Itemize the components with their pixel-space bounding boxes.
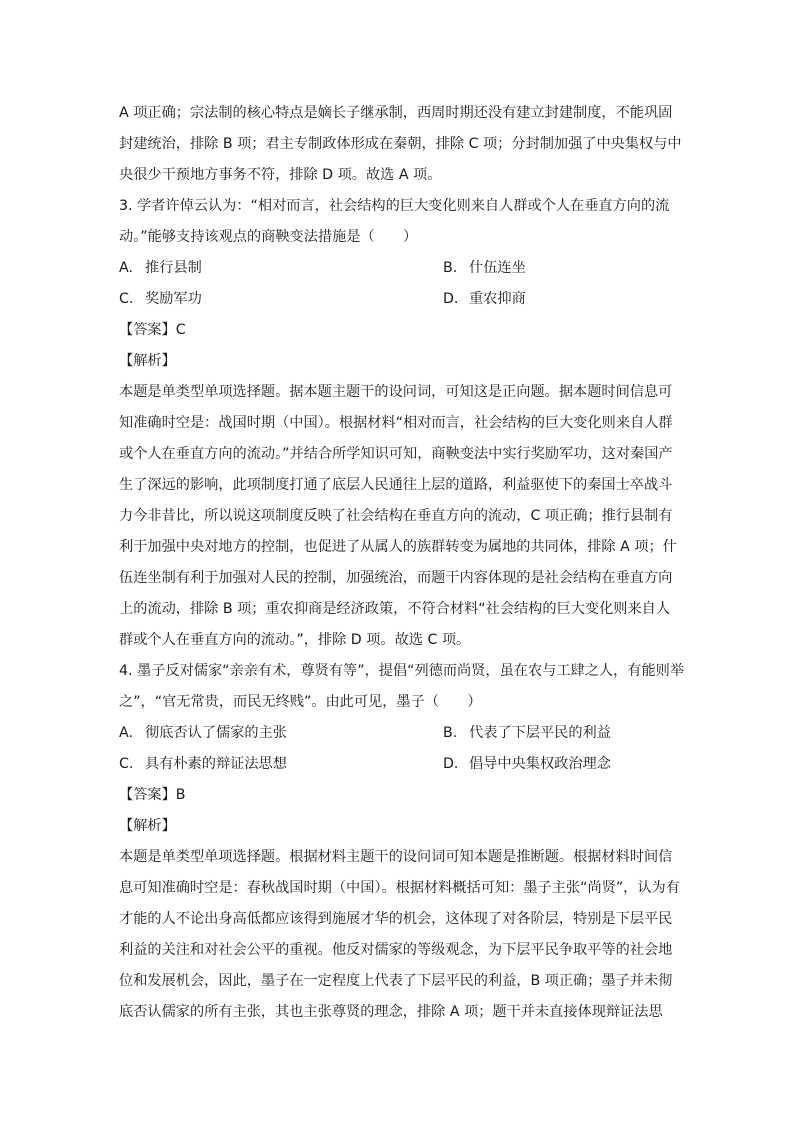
question-3 [119,191,675,656]
analysis-line: 利益的关注和对社会公平的重视。他反对儒家的等级观念，为下层平民争取平等的社会地 [119,942,673,958]
question-stem-line: 3. 学者许倬云认为：“相对而言，社会结构的巨大变化则来自人群或个人在垂直方向的流 [119,198,670,214]
option-d [443,284,526,315]
answer-label: 【答案】B [119,787,186,803]
option-a [119,718,287,749]
option-text: 什伍连坐 [469,260,526,276]
analysis-line: 底否认儒家的所有主张，其也主张尊贤的理念，排除 A 项；题干并未直接体现辩证法思 [119,1004,663,1020]
option-letter: A. [119,725,133,741]
option-text: 具有朴素的辩证法思想 [145,756,287,772]
option-letter: D. [443,756,459,772]
analysis-line: 群或个人在垂直方向的流动。”，排除 D 项。故选 C 项。 [119,632,471,648]
analysis-label: 【解析】 [119,353,176,369]
option-b [443,253,526,284]
question-stem-line: 之”，“官无常贵，而民无终贱”。由此可见，墨子（ ） [119,694,482,710]
option-d [443,749,611,780]
answer-label: 【答案】C [119,322,186,338]
question-stem-line: 动。”能够支持该观点的商鞅变法措施是（ ） [119,229,418,245]
analysis-line: 本题是单类型单项选择题。据本题主题干的设问词，可知这是正向题。据本题时间信息可 [119,384,673,400]
analysis-line: 息可知准确时空是：春秋战国时期（中国）。根据材料概括可知：墨子主张“尚贤”，认为有 [119,880,680,896]
option-letter: B. [443,725,458,741]
analysis-line: 位和发展机会，因此，墨子在一定程度上代表了下层平民的利益，B 项正确；墨子并未彻 [119,973,673,989]
option-letter: B. [443,260,458,276]
analysis-line: 上的流动，排除 B 项；重农抑商是经济政策，不符合材料“社会结构的巨大变化则来自人 [119,601,671,617]
analysis-line: 力今非昔比，所以说这项制度反映了社会结构在垂直方向的流动，C 项正确；推行县制有 [119,508,673,524]
option-letter: C. [119,756,134,772]
prev-explanation [119,98,682,191]
text-line: 封建统治，排除 B 项；君主专制政体形成在秦朝，排除 C 项；分封制加强了中央集权与中 [119,136,682,152]
options-row [119,253,675,284]
analysis-line: 才能的人不论出身高低都应该得到施展才华的机会，这体现了对各阶层，特别是下层平民 [119,911,673,927]
option-letter: C. [119,291,134,307]
analysis-line: 伍连坐制有利于加强对人民的控制，加强统治，而题干内容体现的是社会结构在垂直方向 [119,570,673,586]
options-row [119,718,675,749]
question-stem-line: 4. 墨子反对儒家“亲亲有术，尊贤有等”，提倡“列德而尚贤，虽在农与工肆之人，有能则举 [119,663,685,679]
analysis-line: 知准确时空是：战国时期（中国）。根据材料“相对而言，社会结构的巨大变化则来自人群 [119,415,673,431]
options-row [119,749,675,780]
option-a [119,253,202,284]
option-text: 重农抑商 [469,291,526,307]
question-4 [119,656,685,1028]
option-letter: D. [443,291,459,307]
option-c [119,749,287,780]
analysis-line: 或个人在垂直方向的流动。”并结合所学知识可知，商鞅变法中实行奖励军功，这对秦国产 [119,446,673,462]
options-row [119,284,675,315]
option-text: 倡导中央集权政治理念 [469,756,611,772]
option-b [443,718,611,749]
option-c [119,284,202,315]
analysis-label: 【解析】 [119,818,176,834]
option-text: 推行县制 [145,260,202,276]
option-text: 代表了下层平民的利益 [469,725,611,741]
page-content [119,98,685,1028]
option-letter: A. [119,260,133,276]
option-text: 彻底否认了儒家的主张 [145,725,287,741]
text-line: 央很少干预地方事务不符，排除 D 项。故选 A 项。 [119,167,442,183]
text-line: A 项正确；宗法制的核心特点是嫡长子继承制，西周时期还没有建立封建制度，不能巩固 [119,105,673,121]
option-text: 奖励军功 [145,291,202,307]
analysis-line: 利于加强中央对地方的控制，也促进了从属人的族群转变为属地的共同体，排除 A 项；什 [119,539,677,555]
analysis-line: 生了深远的影响，此项制度打通了底层人民通往上层的道路，利益驱使下的秦国士卒战斗 [119,477,673,493]
analysis-line: 本题是单类型单项选择题。根据材料主题干的设问词可知本题是推断题。根据材料时间信 [119,849,673,865]
